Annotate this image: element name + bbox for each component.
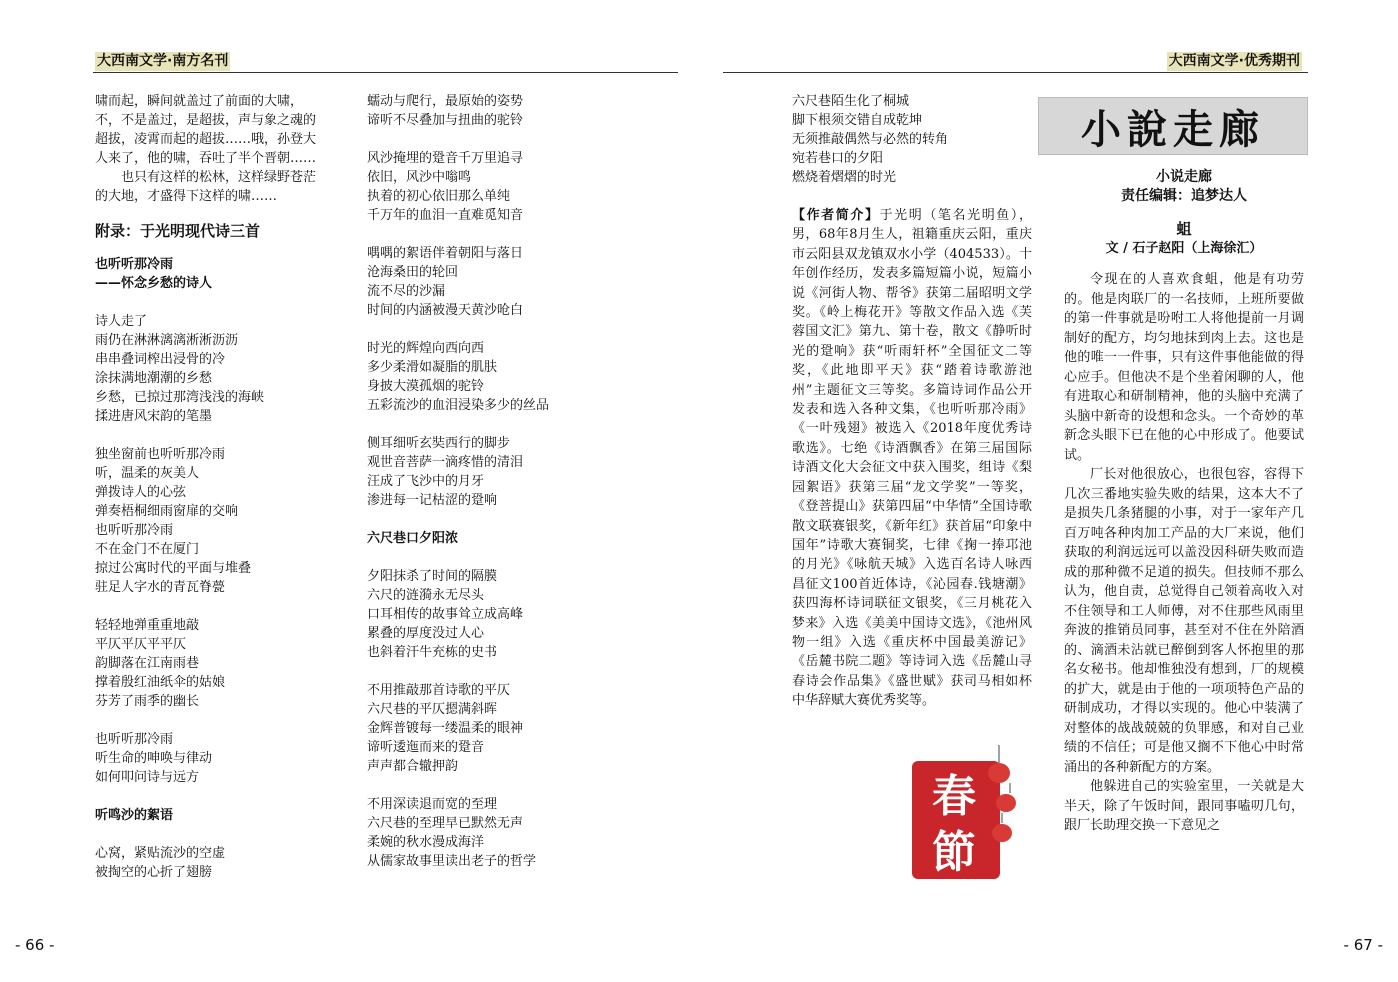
header-left: 大西南文学·南方名刊 xyxy=(97,53,229,69)
editor-credit: 责任编辑：追梦达人 xyxy=(1121,188,1247,204)
column-3 xyxy=(792,92,1032,711)
poem-title: 听鸣沙的絮语 xyxy=(95,808,174,823)
story-paragraph: 令现在的人喜欢食蛆，他是有功劳的。他是肉联厂的一名技师，上班所要做的第一件事就是吩咐工人将他提前一月调制好的配方，均匀地抹到肉上去。这也是他的唯一一件事，只有这件事他能做的得心应手。但他决不是个坐着闲聊的人，他有进取心和研制精神，他的头脑中充满了头脑中新奇的设想和念头。一个奇妙的革新念头眼下已在他的心中形成了。他要试试。 xyxy=(1064,272,1304,463)
page-number-left: - 66 - xyxy=(15,936,55,954)
column-name: 小说走廊 xyxy=(1156,169,1212,185)
poem-stanza: 独坐窗前也听听那冷雨 听，温柔的灰美人 弹拨诗人的心弦 弹奏梧桐细雨窗扉的交响 也听听那冷雨 不在金门不在厦门 掠过公寓时代的平面与堆叠 驻足人字水的青瓦脊甍 xyxy=(95,447,252,595)
poem-stanza: 也听听那冷雨 听生命的呻唤与律动 如何叩问诗与远方 xyxy=(95,732,213,785)
poem-stanza: 夕阳抹杀了时间的隔膜 六尺的涟漪永无尽头 口耳相传的故事耸立成高峰 累叠的厚度没过人心 也斜着汗牛充栋的史书 xyxy=(367,569,524,660)
column-4 xyxy=(1064,168,1304,836)
poem-stanza: 侧耳细听玄奘西行的脚步 观世音菩萨一滴疼惜的清泪 汪成了飞沙中的月牙 渗进每一记枯涩的跫响 xyxy=(367,436,524,508)
story-paragraph: 厂长对他很放心，也很包容，容得下几次三番地实验失败的结果，这本大不了是损失几条猪腿的小事，对于一家年产几百万吨各种肉加工产品的大厂来说，他们获取的利润远远可以盖没因科研失败而造成的那种微不足道的损失。但技师不那么认为，他自责，总觉得自己领着高收入对不住领导和工人师傅，对不住那些风雨里奔波的推销员同事，甚至对不住在外陪酒的、滴酒未沾就已醉倒到客人怀抱里的那名女秘书。他却惟独没有想到，厂的规模的扩大，就是由于他的一项项特色产品的研制成功，才得以实现的。他心中装满了对整体的战战兢兢的负罪感，和对自己业绩的不信任；可是他又搁不下他心中时常涌出的各种新配方的方案。 xyxy=(1064,467,1304,775)
essay-end-para2: 也只有这样的松林，这样绿野苍茫 的大地，才盛得下这样的啸…… xyxy=(95,170,317,204)
author-bio-text: 于光明（笔名光明鱼），男，68年8月生人，祖籍重庆云阳，重庆市云阳县双龙镇双水小学（404533）。十年创作经历，发表多篇短篇小说，短篇小说《河街人物、帮爷》获第二届昭明文学奖。《岭上梅花开》等散文作品入选《芙蓉国文汇》第九、第十卷，散文《静听时光的跫响》获“听雨轩杯”全国征文二等奖，《此地即平天》获“踏着诗歌游池州”主题征文三等奖。多篇诗词作品公开发表和选入各种文集，《也听听那冷雨》《一叶残翅》被选入《2018年度优秀诗歌选》。七绝《诗酒飘香》在第三届国际诗酒文化大会征文中获入围奖，组诗《梨园絮语》获第三届“龙文学奖”一等奖，《登菩提山》获第四届“中华情”全国诗歌散文联赛银奖，《新年红》获首届“印象中国年”诗歌大赛铜奖，七律《掬一捧邛池的月光》《咏航天城》入选百名诗人咏西昌征文100首近体诗，《沁园春.钱塘潮》获四海杯诗词联征文银奖，《三月桃花入梦来》入选《美美中国诗文选》，《池州风物一组》入选《重庆杯中国最美游记》《岳麓书院二题》等诗词入选《岳麓山寻春诗会作品集》《盛世赋》获司马相如杯中华辞赋大赛优秀奖等。 xyxy=(792,208,1032,709)
story-paragraph: 他躲进自己的实验室里，一关就是大半天，除了午饭时间，跟同事嗑叨几句，跟厂长助理交换一下意见之 xyxy=(1064,779,1304,833)
poem-title: 六尺巷口夕阳浓 xyxy=(367,531,459,546)
poem-stanza: 心窝，紧贴流沙的空虚 被掏空的心折了翅膀 xyxy=(95,846,226,880)
poem-title: 也听听那冷雨 xyxy=(95,257,174,272)
header-rule-left xyxy=(93,72,678,73)
poem-stanza: 不用推敲那首诗歌的平仄 六尺巷的平仄摁满斜晖 金辉普镀每一缕温柔的眼神 谛听逶迤而来的跫音 声声都合辙押韵 xyxy=(367,683,524,774)
poem-stanza: 诗人走了 雨仍在淋淋漓漓淅淅沥沥 串串叠词榨出浸骨的冷 涂抹满地潮潮的乡愁 乡愁，已掠过那湾浅浅的海峡 揉进唐风宋韵的笔墨 xyxy=(95,314,265,424)
essay-end-para1: 啸而起，瞬间就盖过了前面的大啸， 不，不是盖过，是超拔，声与象之魂的 超拔，凌霄而起的超拔……哦，孙登大 人来了，他的啸，吞吐了半个晋朝…… xyxy=(95,94,317,166)
seal-char-2: 節 xyxy=(932,827,976,878)
poem-stanza: 蠕动与爬行，最原始的姿势 谛听不尽叠加与扭曲的驼铃 xyxy=(367,94,524,128)
spring-festival-seal-image xyxy=(906,745,1016,885)
header-rule-right xyxy=(723,72,1308,73)
poem-stanza: 风沙掩埋的跫音千万里追寻 依旧，风沙中嗡鸣 执着的初心依旧那么单纯 千万年的血泪一直难觅知音 xyxy=(367,151,524,223)
author-bio-label: 【作者简介】 xyxy=(792,208,880,223)
appendix-title: 附录：于光明现代诗三首 xyxy=(95,222,261,240)
poem-stanza: 六尺巷陌生化了桐城 脚下根须交错自成乾坤 无须推敲偶然与必然的转角 宛若巷口的夕阳 燃烧着熠熠的时光 xyxy=(792,94,949,185)
author-bio xyxy=(792,206,1032,711)
story-title: 蛆 xyxy=(1176,220,1192,238)
header-right: 大西南文学·优秀期刊 xyxy=(1168,53,1300,69)
poem-subtitle: ——怀念乡愁的诗人 xyxy=(95,276,213,291)
column-2 xyxy=(367,92,627,871)
page-number-right: - 67 - xyxy=(1343,936,1383,954)
story-byline: 文 / 石子赵阳（上海徐汇） xyxy=(1105,241,1263,256)
poem-stanza: 喁喁的絮语伴着朝阳与落日 沧海桑田的轮回 流不尽的沙漏 时间的内涵被漫天黄沙呛白 xyxy=(367,246,524,318)
poem-stanza: 轻轻地弹重重地敲 平仄平仄平平仄 韵脚落在江南雨巷 撑着殷红油纸伞的姑娘 芬芳了雨季的幽长 xyxy=(95,618,226,709)
column-banner: 小說走廊 xyxy=(1038,97,1308,155)
column-1 xyxy=(95,92,355,882)
seal-char-1: 春 xyxy=(932,771,976,822)
poem-stanza: 不用深读退而宽的至理 六尺巷的至理早已默然无声 柔婉的秋水漫成海洋 从儒家故事里读出老子的哲学 xyxy=(367,797,537,869)
poem-stanza: 时光的辉煌向西向西 多少柔滑如凝脂的肌肤 身披大漠孤烟的驼铃 五彩流沙的血泪浸染多少的丝品 xyxy=(367,341,550,413)
